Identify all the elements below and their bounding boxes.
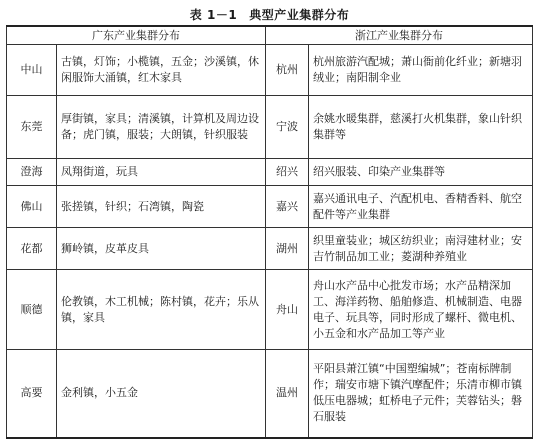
table-row [7, 45, 533, 96]
zj-region-cell: 湖州 [266, 228, 309, 270]
table-title: 典型产业集群分布 [249, 8, 350, 22]
gd-clusters-cell: 金利镇，小五金 [57, 350, 266, 438]
industry-cluster-table [6, 25, 533, 439]
header-guangdong: 广东产业集群分布 [7, 26, 266, 45]
zj-region-cell: 杭州 [266, 45, 309, 96]
gd-clusters-cell: 狮岭镇，皮革皮具 [57, 228, 266, 270]
gd-region-cell: 顺德 [7, 270, 57, 350]
table-caption [0, 6, 539, 23]
zj-clusters-cell: 舟山水产品中心批发市场；水产品精深加工、海洋药物、船舶修造、机械制造、电器电子、玩具等，同时形成了螺杆、微电机、小五金和水产品加工等产业 [309, 270, 533, 350]
gd-clusters-cell: 厚街镇，家具；清溪镇，计算机及周边设备；虎门镇，服装；大朗镇，针织服装 [57, 96, 266, 159]
table-row [7, 350, 533, 438]
table-row [7, 228, 533, 270]
gd-clusters-cell: 古镇，灯饰；小榄镇，五金；沙溪镇，休闲服饰大涌镇，红木家具 [57, 45, 266, 96]
header-zhejiang: 浙江产业集群分布 [266, 26, 533, 45]
table-number: 表 1－1 [189, 8, 238, 22]
gd-region-cell: 高要 [7, 350, 57, 438]
zj-clusters-cell: 余姚水暖集群，慈溪打火机集群，象山针织集群等 [309, 96, 533, 159]
zj-region-cell: 嘉兴 [266, 186, 309, 228]
gd-region-cell: 东莞 [7, 96, 57, 159]
gd-region-cell: 花都 [7, 228, 57, 270]
zj-region-cell: 温州 [266, 350, 309, 438]
zj-clusters-cell: 平阳县萧江镇“中国塑编城”；苍南标牌制作；瑞安市塘下镇汽摩配件；乐清市柳市镇低压电器城；虹桥电子元件；芙蓉钻头；磐石服装 [309, 350, 533, 438]
zj-clusters-cell: 织里童装业；城区纺织业；南浔建材业；安吉竹制品加工业；菱湖种养殖业 [309, 228, 533, 270]
gd-clusters-cell: 伦教镇，木工机械；陈村镇，花卉；乐从镇，家具 [57, 270, 266, 350]
gd-region-cell: 佛山 [7, 186, 57, 228]
gd-region-cell: 中山 [7, 45, 57, 96]
table-row [7, 270, 533, 350]
table-row [7, 186, 533, 228]
gd-region-cell: 澄海 [7, 159, 57, 186]
gd-clusters-cell: 张搓镇，针织；石湾镇，陶瓷 [57, 186, 266, 228]
zj-region-cell: 舟山 [266, 270, 309, 350]
table-row [7, 159, 533, 186]
table-row [7, 96, 533, 159]
zj-clusters-cell: 杭州旅游汽配城；萧山衙前化纤业；新塘羽绒业；南阳制伞业 [309, 45, 533, 96]
zj-region-cell: 绍兴 [266, 159, 309, 186]
gd-clusters-cell: 凤翔街道，玩具 [57, 159, 266, 186]
zj-region-cell: 宁波 [266, 96, 309, 159]
zj-clusters-cell: 绍兴服装、印染产业集群等 [309, 159, 533, 186]
header-row [7, 26, 533, 45]
zj-clusters-cell: 嘉兴通讯电子、汽配机电、香精香料、航空配件等产业集群 [309, 186, 533, 228]
